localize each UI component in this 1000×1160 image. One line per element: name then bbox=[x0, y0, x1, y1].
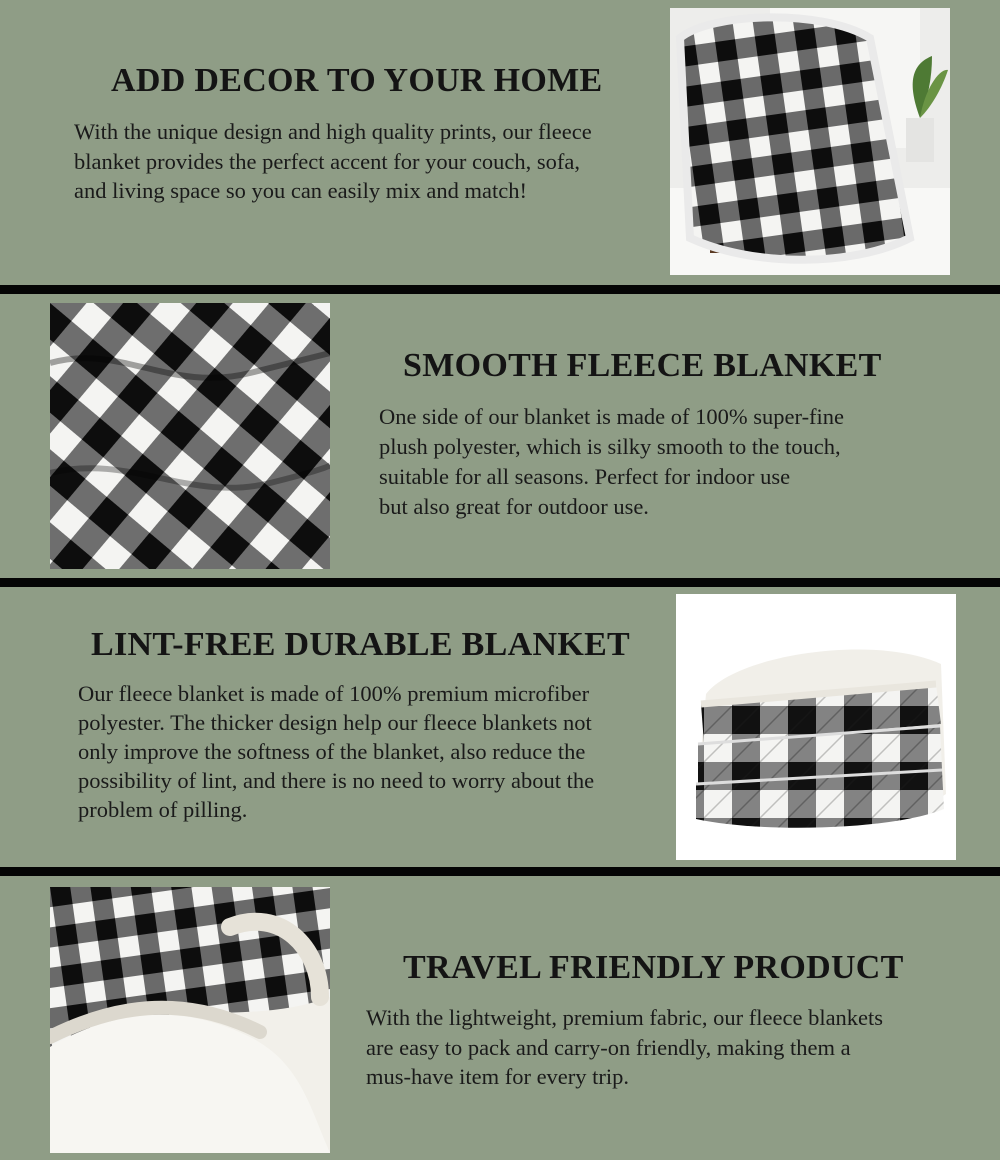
section-divider bbox=[0, 867, 1000, 876]
description-line: Our fleece blanket is made of 100% premium microfiber bbox=[78, 681, 590, 706]
section-divider bbox=[0, 578, 1000, 587]
section-divider bbox=[0, 285, 1000, 294]
feature-section-smooth bbox=[0, 294, 1000, 578]
description-line: With the lightweight, premium fabric, our fleece blankets bbox=[366, 1005, 884, 1030]
blanket-on-armchair-photo bbox=[670, 8, 950, 275]
description-line: suitable for all seasons. Perfect for indoor use bbox=[379, 464, 791, 489]
section-heading: ADD DECOR TO YOUR HOME bbox=[111, 62, 603, 99]
description-line: plush polyester, which is silky smooth to the touch, bbox=[379, 434, 841, 459]
feature-section-travel bbox=[0, 876, 1000, 1160]
description-line: possibility of lint, and there is no need to worry about the bbox=[78, 768, 595, 793]
folded-blanket-photo bbox=[676, 594, 956, 860]
description-line: are easy to pack and carry-on friendly, making them a bbox=[366, 1034, 851, 1060]
description-line: blanket provides the perfect accent for your couch, sofa, bbox=[74, 148, 581, 174]
section-heading: TRAVEL FRIENDLY PRODUCT bbox=[403, 949, 904, 986]
section-description bbox=[379, 402, 844, 522]
section-description bbox=[78, 679, 594, 824]
section-description bbox=[74, 117, 592, 206]
description-line: only improve the softness of the blanket, also reduce the bbox=[78, 739, 586, 764]
description-line: and living space so you can easily mix and match! bbox=[74, 178, 527, 203]
description-line: With the unique design and high quality prints, our fleece bbox=[74, 119, 592, 144]
buffalo-plaid-fabric-closeup-photo bbox=[50, 303, 330, 569]
feature-section-lint-free bbox=[0, 587, 1000, 867]
description-line: polyester. The thicker design help our fleece blankets not bbox=[78, 710, 592, 735]
sherpa-edge-closeup-photo bbox=[50, 887, 330, 1153]
section-description bbox=[366, 1003, 883, 1092]
feature-section-decor bbox=[0, 0, 1000, 285]
section-heading: LINT-FREE DURABLE BLANKET bbox=[91, 626, 631, 663]
description-line: mus-have item for every trip. bbox=[366, 1064, 630, 1089]
section-heading: SMOOTH FLEECE BLANKET bbox=[403, 347, 882, 384]
description-line: but also great for outdoor use. bbox=[379, 494, 649, 519]
description-line: problem of pilling. bbox=[78, 797, 248, 822]
description-line: One side of our blanket is made of 100% super-fine bbox=[379, 404, 845, 429]
